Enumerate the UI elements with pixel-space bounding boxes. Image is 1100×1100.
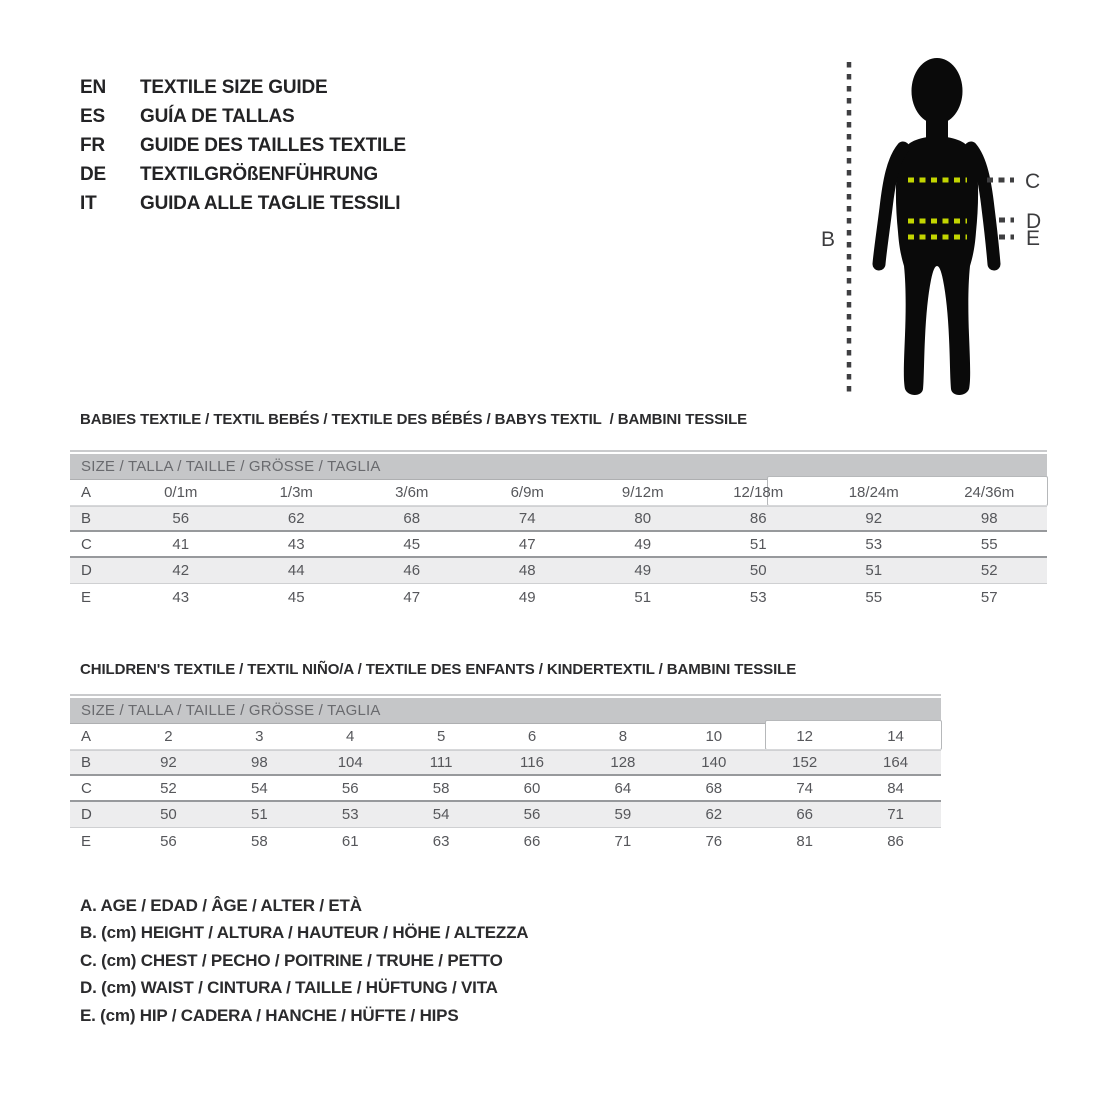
size-cell: 56 bbox=[523, 806, 541, 823]
size-cell: 47 bbox=[403, 588, 421, 606]
size-cell: 49 bbox=[634, 535, 652, 553]
babies-row-C bbox=[70, 532, 1047, 558]
row-label: C bbox=[81, 535, 92, 553]
children-row-C bbox=[70, 776, 941, 802]
size-cell: 6 bbox=[527, 728, 537, 745]
size-cell: 24/36m bbox=[964, 484, 1015, 501]
size-cell: 64 bbox=[614, 779, 632, 797]
chest-label: C bbox=[1025, 170, 1041, 193]
size-cell: 54 bbox=[432, 806, 450, 823]
size-cell: 111 bbox=[429, 754, 453, 771]
language-code: ES bbox=[80, 106, 105, 127]
size-cell: 1/3m bbox=[279, 484, 313, 501]
language-code: DE bbox=[80, 164, 106, 185]
language-row-fr bbox=[80, 134, 406, 158]
row-label: D bbox=[81, 562, 92, 579]
size-cell: 60 bbox=[523, 779, 541, 797]
size-cell: 50 bbox=[749, 562, 767, 579]
size-cell: 92 bbox=[160, 754, 177, 771]
size-cell: 5 bbox=[436, 728, 446, 745]
size-cell: 86 bbox=[887, 832, 904, 850]
size-cell: 51 bbox=[634, 588, 652, 606]
language-title: GUIDA ALLE TAGLIE TESSILI bbox=[140, 193, 401, 214]
babies-row-D bbox=[70, 558, 1047, 584]
size-cell: 66 bbox=[796, 806, 814, 823]
size-cell: 68 bbox=[403, 510, 421, 527]
size-cell: 9/12m bbox=[621, 484, 664, 501]
size-cell: 68 bbox=[705, 779, 723, 797]
legend-height: B. (cm) HEIGHT / ALTURA / HAUTEUR / HÖHE / ALTEZZA bbox=[80, 923, 529, 942]
size-cell: 41 bbox=[172, 535, 190, 553]
size-cell: 58 bbox=[432, 779, 450, 797]
children-table-header: SIZE / TALLA / TAILLE / GRÖSSE / TAGLIA bbox=[70, 698, 941, 724]
size-cell: 48 bbox=[518, 562, 536, 579]
size-cell: 104 bbox=[337, 754, 363, 771]
babies-row-E bbox=[70, 584, 1047, 610]
size-cell: 46 bbox=[403, 562, 421, 579]
language-row-it bbox=[80, 192, 400, 216]
children-row-B bbox=[70, 750, 941, 776]
row-label: B bbox=[81, 510, 92, 527]
size-cell: 140 bbox=[701, 754, 727, 771]
language-title: GUIDE DES TAILLES TEXTILE bbox=[140, 135, 406, 156]
size-cell: 14 bbox=[887, 728, 904, 745]
size-cell: 116 bbox=[520, 754, 544, 771]
size-cell: 98 bbox=[250, 754, 268, 771]
size-cell: 66 bbox=[523, 832, 541, 850]
size-cell: 0/1m bbox=[164, 484, 198, 501]
size-cell: 49 bbox=[518, 588, 536, 606]
size-cell: 18/24m bbox=[848, 484, 899, 501]
size-cell: 54 bbox=[250, 779, 268, 797]
hip-label: E bbox=[1026, 227, 1041, 250]
size-cell: 51 bbox=[865, 562, 883, 579]
row-label: A bbox=[81, 728, 92, 745]
row-label: A bbox=[81, 484, 92, 501]
size-cell: 8 bbox=[618, 728, 628, 745]
babies-size-table bbox=[70, 450, 1047, 612]
size-cell: 63 bbox=[432, 832, 450, 850]
child-silhouette bbox=[879, 58, 994, 395]
language-title: TEXTILE SIZE GUIDE bbox=[140, 77, 328, 98]
children-row-E bbox=[70, 828, 941, 854]
babies-table-header: SIZE / TALLA / TAILLE / GRÖSSE / TAGLIA bbox=[70, 454, 1047, 480]
size-cell: 74 bbox=[796, 779, 814, 797]
language-row-de bbox=[80, 163, 378, 187]
size-cell: 58 bbox=[250, 832, 268, 850]
size-cell: 128 bbox=[610, 754, 636, 771]
size-cell: 76 bbox=[705, 832, 723, 850]
legend-waist: D. (cm) WAIST / CINTURA / TAILLE / HÜFTUNG / VITA bbox=[80, 978, 498, 997]
size-cell: 44 bbox=[287, 562, 305, 579]
size-cell: 3/6m bbox=[395, 484, 429, 501]
size-cell: 98 bbox=[980, 510, 998, 527]
size-cell: 42 bbox=[172, 562, 190, 579]
babies-section-title: BABIES TEXTILE / TEXTIL BEBÉS / TEXTILE DES BÉBÉS / BABYS TEXTIL / BAMBINI TESSILE bbox=[80, 411, 748, 428]
size-cell: 12 bbox=[796, 728, 814, 745]
size-cell: 51 bbox=[250, 806, 268, 823]
size-cell: 56 bbox=[341, 779, 359, 797]
size-cell: 55 bbox=[865, 588, 883, 606]
row-label: E bbox=[81, 832, 92, 850]
size-cell: 84 bbox=[887, 779, 904, 797]
row-label: D bbox=[81, 806, 92, 823]
children-table-rows bbox=[70, 724, 941, 854]
row-label: B bbox=[81, 754, 92, 771]
language-title: TEXTILGRÖßENFÜHRUNG bbox=[140, 164, 378, 185]
size-cell: 43 bbox=[172, 588, 190, 606]
size-cell: 43 bbox=[287, 535, 305, 553]
size-cell: 71 bbox=[887, 806, 904, 823]
size-cell: 62 bbox=[705, 806, 723, 823]
size-cell: 55 bbox=[980, 535, 998, 553]
size-cell: 81 bbox=[796, 832, 814, 850]
size-cell: 49 bbox=[634, 562, 652, 579]
babies-table-rows bbox=[70, 480, 1047, 610]
size-cell: 62 bbox=[287, 510, 305, 527]
size-cell: 74 bbox=[518, 510, 536, 527]
size-cell: 50 bbox=[160, 806, 177, 823]
height-label: B bbox=[821, 228, 836, 251]
legend-hip: E. (cm) HIP / CADERA / HANCHE / HÜFTE / HIPS bbox=[80, 1006, 459, 1025]
language-row-en bbox=[80, 76, 327, 100]
size-cell: 80 bbox=[634, 510, 652, 527]
size-cell: 53 bbox=[749, 588, 767, 606]
size-cell: 164 bbox=[883, 754, 909, 771]
legend-age: A. AGE / EDAD / ÂGE / ALTER / ETÀ bbox=[80, 896, 362, 915]
language-row-es bbox=[80, 105, 294, 129]
size-cell: 45 bbox=[287, 588, 305, 606]
size-cell: 71 bbox=[614, 832, 632, 850]
size-cell: 56 bbox=[160, 832, 177, 850]
table-top-rule bbox=[70, 450, 1047, 452]
size-cell: 86 bbox=[749, 510, 767, 527]
children-row-D bbox=[70, 802, 941, 828]
size-cell: 53 bbox=[865, 535, 883, 553]
size-cell: 4 bbox=[346, 728, 355, 745]
size-cell: 3 bbox=[255, 728, 264, 745]
size-cell: 57 bbox=[980, 588, 998, 606]
language-title: GUÍA DE TALLAS bbox=[140, 106, 295, 127]
size-cell: 92 bbox=[865, 510, 883, 527]
size-cell: 52 bbox=[980, 562, 998, 579]
size-cell: 45 bbox=[403, 535, 421, 553]
children-size-table bbox=[70, 694, 941, 856]
child-figure-diagram bbox=[815, 40, 1050, 410]
size-cell: 51 bbox=[749, 535, 767, 553]
children-row-A bbox=[70, 724, 941, 750]
size-cell: 61 bbox=[341, 832, 359, 850]
babies-row-A bbox=[70, 480, 1047, 506]
children-section-title: CHILDREN'S TEXTILE / TEXTIL NIÑO/A / TEXTILE DES ENFANTS / KINDERTEXTIL / BAMBINI TESSILE bbox=[80, 661, 797, 678]
size-cell: 53 bbox=[341, 806, 359, 823]
legend-chest: C. (cm) CHEST / PECHO / POITRINE / TRUHE / PETTO bbox=[80, 951, 503, 970]
size-cell: 152 bbox=[792, 754, 818, 771]
size-cell: 12/18m bbox=[733, 484, 784, 501]
row-label: C bbox=[81, 779, 92, 797]
size-cell: 2 bbox=[164, 728, 173, 745]
size-cell: 56 bbox=[172, 510, 190, 527]
table-top-rule bbox=[70, 694, 941, 696]
size-cell: 59 bbox=[614, 806, 632, 823]
size-cell: 47 bbox=[518, 535, 536, 553]
waist-label: D bbox=[1026, 210, 1042, 233]
size-cell: 10 bbox=[705, 728, 723, 745]
size-cell: 6/9m bbox=[510, 484, 544, 501]
language-code: IT bbox=[80, 193, 97, 214]
language-code: EN bbox=[80, 77, 106, 98]
babies-row-B bbox=[70, 506, 1047, 532]
size-cell: 52 bbox=[160, 779, 177, 797]
language-code: FR bbox=[80, 135, 105, 156]
row-label: E bbox=[81, 588, 92, 606]
